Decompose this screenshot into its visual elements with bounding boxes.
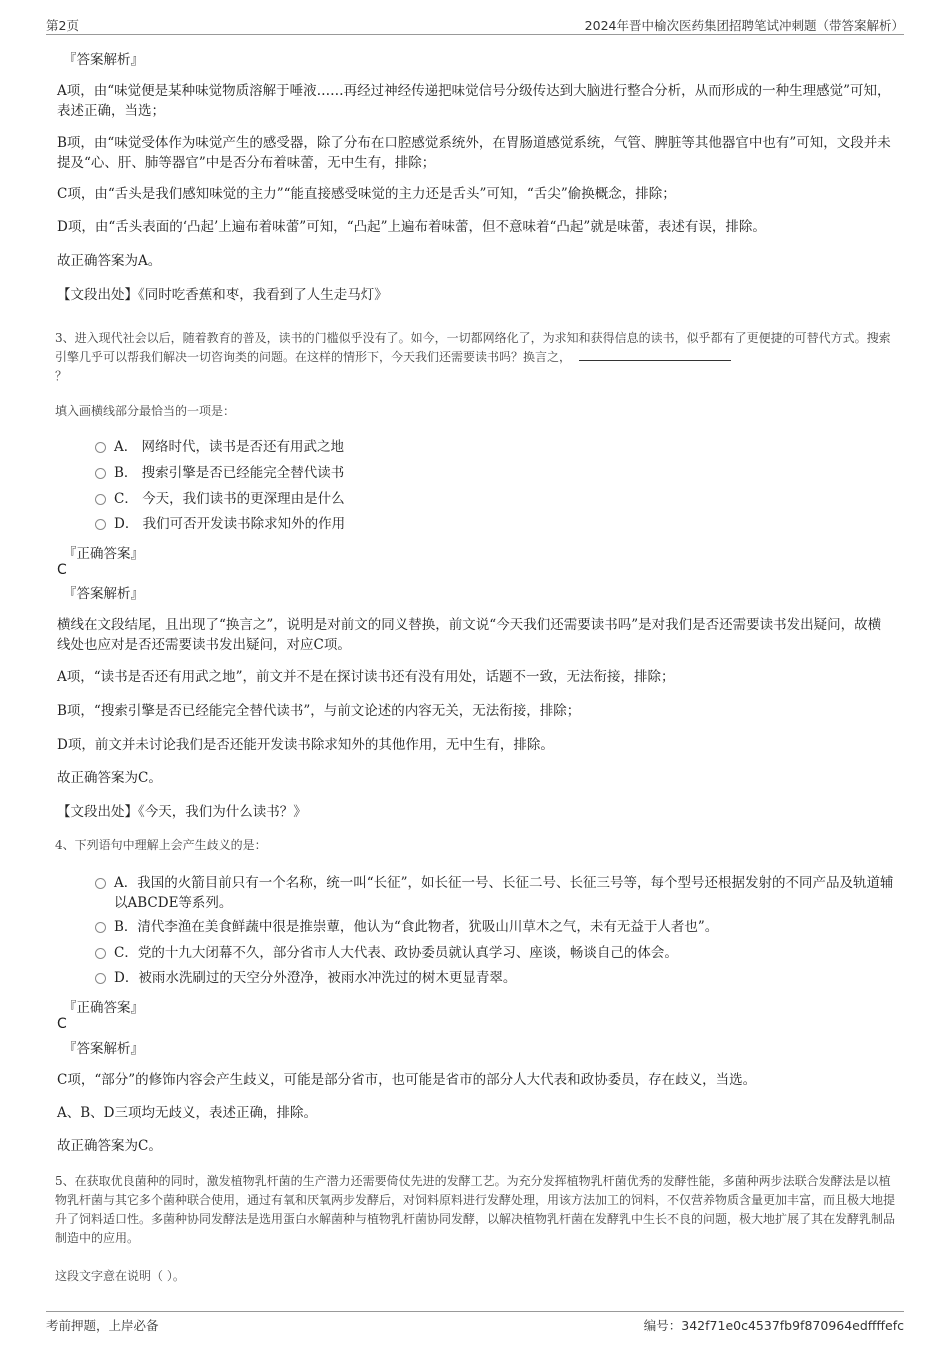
option-d[interactable]: D． 我们可否开发读书除求知外的作用	[96, 514, 896, 534]
radio-button[interactable]	[95, 494, 106, 505]
question-prompt: 填入画横线部分最恰当的一项是：	[55, 404, 236, 418]
correct-answer-label: 『正确答案』	[63, 546, 144, 562]
conclusion: 故正确答案为C。	[57, 1138, 162, 1154]
radio-button[interactable]	[95, 878, 106, 889]
source-citation: 【文段出处】《同时吃香蕉和枣，我看到了人生走马灯》	[57, 287, 388, 303]
analysis-paragraph: D项，前文并未讨论我们是否还能开发读书除求知外的其他作用，无中生有，排除。	[57, 737, 554, 753]
correct-answer-label: 『正确答案』	[63, 1000, 144, 1016]
option-c[interactable]: C．党的十九大闭幕不久，部分省市人大代表、政协委员就认真学习、座谈，畅谈自己的体会。	[96, 943, 896, 963]
option-a[interactable]: A．我国的火箭目前只有一个名称，统一叫“长征”，如长征一号、长征二号、长征三号等，每个型号还根据发射的不同产品及轨道辅以ABCDE等系列。	[96, 873, 896, 913]
document-title: 2024年晋中榆次医药集团招聘笔试冲刺题（带答案解析）	[584, 18, 904, 33]
analysis-paragraph: 横线在文段结尾，且出现了“换言之”，说明是对前文的同义替换，前文说“今天我们还需要读书吗”是对我们是否还需要读书发出疑问，故横线处也应对是否还需要读书发出疑问，对应C项。	[57, 617, 882, 653]
source-citation: 【文段出处】《今天，我们为什么读书？》	[57, 804, 307, 820]
radio-button[interactable]	[95, 973, 106, 984]
page-number: 第2页	[46, 18, 79, 33]
question-prompt: 这段文字意在说明（ ）。	[55, 1269, 185, 1283]
conclusion: 故正确答案为A。	[57, 253, 162, 269]
option-d[interactable]: D．被雨水洗刷过的天空分外澄净，被雨水冲洗过的树木更显青翠。	[96, 968, 896, 988]
page-header	[46, 14, 904, 35]
question-text-end: ？	[55, 369, 68, 383]
radio-button[interactable]	[95, 948, 106, 959]
radio-button[interactable]	[95, 519, 106, 530]
page-footer	[46, 1311, 904, 1334]
radio-button[interactable]	[95, 442, 106, 453]
option-c[interactable]: C． 今天，我们读书的更深理由是什么	[96, 489, 896, 509]
radio-button[interactable]	[95, 468, 106, 479]
correct-answer: C	[57, 1016, 67, 1032]
fill-blank	[579, 348, 731, 361]
analysis-paragraph: B项，由“味觉受体作为味觉产生的感受器，除了分布在口腔感觉系统外，在胃肠道感觉系统，气管、脾脏等其他器官中也有”可知，文段并未提及“心、肝、肺等器官”中是否分布着味蕾，无中生有，排除；	[57, 135, 891, 171]
question-stem: 4、下列语句中理解上会产生歧义的是：	[55, 838, 267, 852]
analysis-label: 『答案解析』	[63, 586, 144, 602]
radio-button[interactable]	[95, 922, 106, 933]
question-text: 3、进入现代社会以后，随着教育的普及，读书的门槛似乎没有了。如今，一切都网络化了，为求知和获得信息的读书，似乎都有了更便捷的可替代方式。搜索引擎几乎可以帮我们解决一切咨询类的问题。在这样的情形下，今天我们还需要读书吗？换言之，	[55, 331, 891, 364]
question-stem: 5、在获取优良菌种的同时，激发植物乳杆菌的生产潜力还需要倚仗先进的发酵工艺。为充分发挥植物乳杆菌优秀的发酵性能，多菌种两步法联合发酵法是以植物乳杆菌与其它多个菌种联合使用，通过有氧和厌氧两步发酵后，对饲料原料进行发酵处理，用该方法加工的饲料，不仅营养物质含量更加丰富，而且极大地提升了饲料适口性。多菌种协同发酵法是选用蛋白水解菌种与植物乳杆菌协同发酵，以解决植物乳杆菌在发酵乳中生长不良的问题，极大地扩展了其在发酵乳制品制造中的应用。	[55, 1174, 896, 1245]
document-id: 编号：342f71e0c4537fb9f870964edffffefc	[643, 1318, 904, 1333]
analysis-paragraph: A项，“读书是否还有用武之地”，前文并不是在探讨读书还有没有用处，话题不一致，无法衔接，排除；	[57, 669, 675, 685]
question-stem	[55, 329, 895, 386]
analysis-paragraph: C项，“部分”的修饰内容会产生歧义，可能是部分省市，也可能是省市的部分人大代表和政协委员，存在歧义，当选。	[57, 1072, 757, 1088]
analysis-paragraph: B项，“搜索引擎是否已经能完全替代读书”，与前文论述的内容无关，无法衔接，排除；	[57, 703, 581, 719]
analysis-paragraph: A项，由“味觉便是某种味觉物质溶解于唾液……再经过神经传递把味觉信号分级传达到大脑进行整合分析，从而形成的一种生理感觉”可知，表述正确，当选；	[57, 83, 891, 119]
analysis-label: 『答案解析』	[63, 52, 144, 68]
analysis-paragraph: A、B、D三项均无歧义，表述正确，排除。	[57, 1105, 317, 1121]
conclusion: 故正确答案为C。	[57, 770, 162, 786]
analysis-label: 『答案解析』	[63, 1041, 144, 1057]
footer-slogan: 考前押题，上岸必备	[46, 1318, 159, 1333]
option-a[interactable]: A． 网络时代，读书是否还有用武之地	[96, 437, 896, 457]
option-b[interactable]: B．清代李渔在美食鲜蔬中很是推崇蕈，他认为“食此物者，犹吸山川草木之气，未有无益于人者也”。	[96, 917, 896, 937]
correct-answer: C	[57, 562, 67, 578]
analysis-paragraph: C项，由“舌头是我们感知味觉的主力”“能直接感受味觉的主力还是舌头”可知，“舌尖”偷换概念，排除；	[57, 186, 676, 202]
option-b[interactable]: B． 搜索引擎是否已经能完全替代读书	[96, 463, 896, 483]
analysis-paragraph: D项，由“舌头表面的‘凸起’上遍布着味蕾”可知，“凸起”上遍布着味蕾，但不意味着“凸起”就是味蕾，表述有误，排除。	[57, 219, 766, 235]
